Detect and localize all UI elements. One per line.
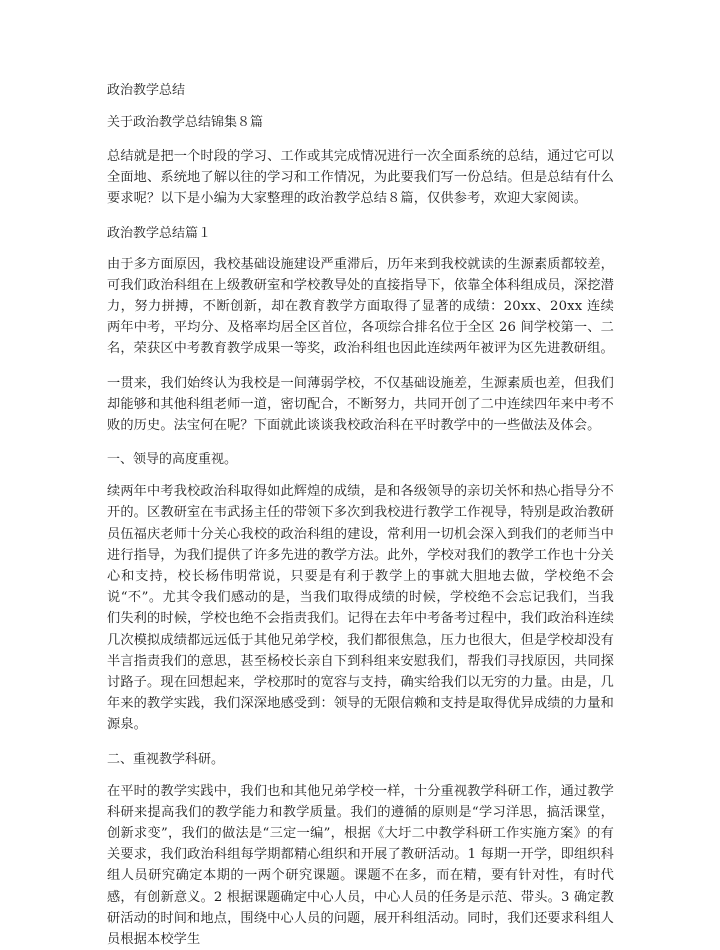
document-subtitle: 关于政治教学总结锦集８篇: [107, 115, 264, 130]
body-paragraph: 由于多方面原因，我校基础设施建设严重滞后，历年来到我校就读的生源素质都较差，可我们政治科组在上级教研室和学校教导处的直接指导下，依靠全体科组成员，深挖潜力，努力拼搏，不断创新，却在教育教学方面取得了显著的成绩：20xx、20xx 连续两年中考，平均分、及格率均居全区首位，各项综合排名位于全区 26 间学校第一、二名，荣获区中考教育教学成果一等奖，政治科组也因此连续两年被评为区先进教研组。: [107, 256, 614, 357]
section-heading: 一、领导的高度重视。: [107, 452, 238, 468]
section-heading: 二、重视教学科研。: [107, 751, 225, 767]
intro-paragraph: 总结就是把一个时段的学习、工作或其完成情况进行一次全面系统的总结，通过它可以全面地、系统地了解以往的学习和工作情况，为此要我们写一份总结。但是总结有什么要求呢？以下是小编为大家整理的政治教学总结８篇，仅供参考，欢迎大家阅读。: [107, 149, 614, 207]
body-paragraph: 在平时的教学实践中，我们也和其他兄弟学校一样，十分重视教学科研工作，通过教学科研来提高我们的教学能力和教学质量。我们的遵循的原则是“学习洋思，搞活课堂，创新求变”，我们的做法是“三定一编”，根据《大圩二中教学科研工作实施方案》的有关要求，我们政治科组每学期都精心组织和开展了教研活动。1 每期一开学，即组织科组人员研究确定本期的一两个研究课题。课题不在多，而在精，要有针对性，有时代感，有创新意义。2 根据课题确定中心人员，中心人员的任务是示范、带头。3 确定教研活动的时间和地点，围绕中心人员的问题，展开科组活动。同时，我们还要求科组人员根据本校学生: [107, 783, 614, 948]
document-page: [107, 83, 614, 950]
body-paragraph: 续两年中考我校政治科取得如此辉煌的成绩，是和各级领导的亲切关怀和热心指导分不开的。区教研室在韦武扬主任的带领下多次到我校进行教学工作视导，特别是政治教研员伍福庆老师十分关心我校的政治科组的建设，常利用一切机会深入到我们的老师当中进行指导，为我们提供了许多先进的教学方法。此外，学校对我们的教学工作也十分关心和支持，校长杨伟明常说，只要是有利于教学上的事就大胆地去做，学校绝不会说“不”。尤其令我们感动的是，当我们取得成绩的时候，学校绝不会忘记我们，当我们失利的时候，学校也绝不会指责我们。记得在去年中考备考过程中，我们政治科连续几次模拟成绩都远远低于其他兄弟学校，我们都很焦急，压力也很大，但是学校却没有半言指责我们的意思，甚至杨校长亲自下到科组来安慰我们，帮我们寻找原因，共同探讨路子。现在回想起来，学校那时的宽容与支持，确实给我们以无穷的力量。由是，几年来的教学实践，我们深深地感受到：领导的无限信赖和支持是取得优异成绩的力量和源泉。: [107, 484, 614, 733]
article-heading: 政治教学总结篇１: [107, 225, 212, 241]
body-paragraph: 一贯来，我们始终认为我校是一间薄弱学校，不仅基础设施差，生源素质也差，但我们却能够和其他科组老师一道，密切配合，不断努力，共同开创了二中连续四年来中考不败的历史。法宝何在呢？下面就此谈谈我校政治科在平时教学中的一些做法及体会。: [107, 375, 614, 434]
document-title: 政治教学总结: [107, 83, 186, 98]
